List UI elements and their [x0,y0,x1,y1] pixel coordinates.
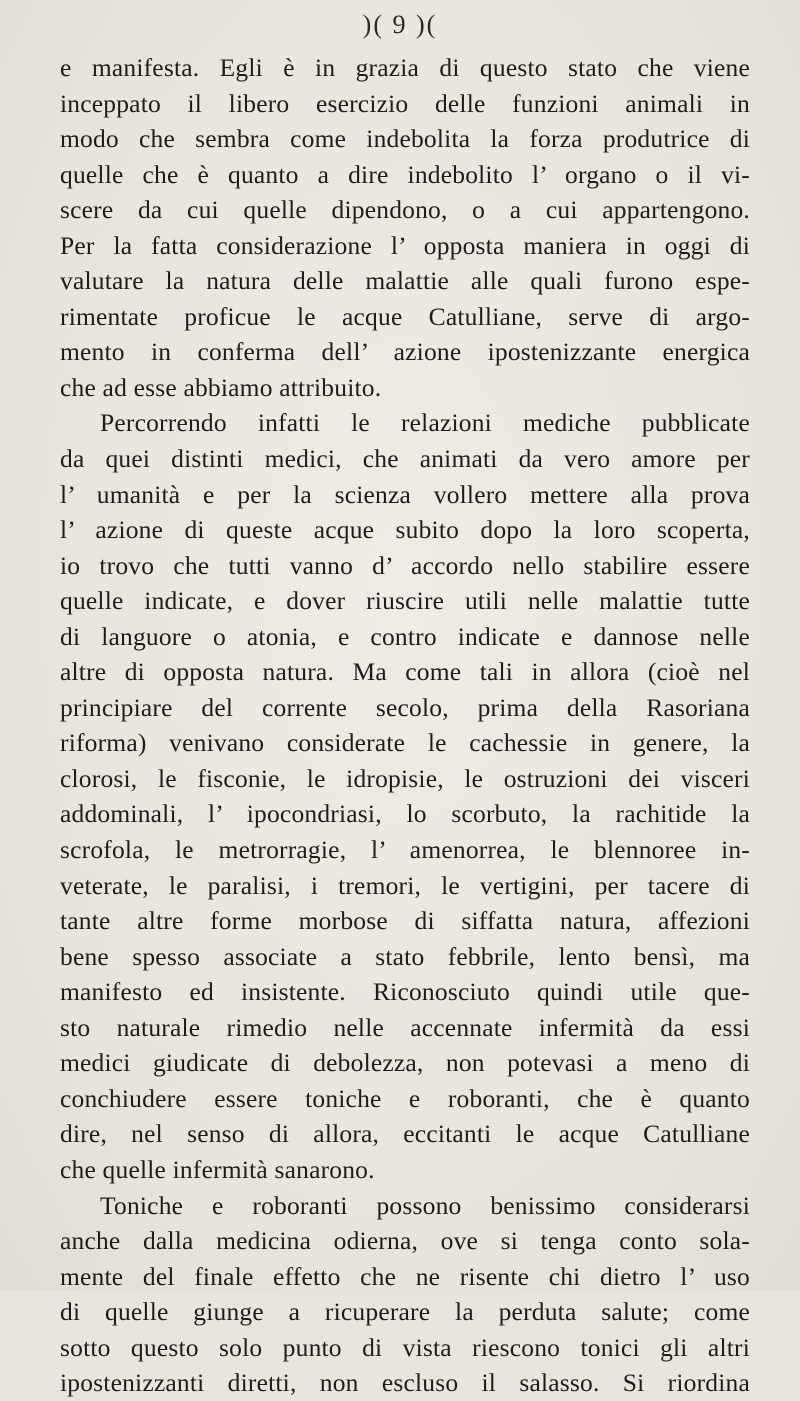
text-line: riforma) venivano considerate le cachessie in genere, la [60,728,750,758]
text-line: di languore o atonia, e contro indicate e dannose nelle [60,621,750,651]
text-line: tante altre forme morbose di siffatta natura, affezioni [60,906,750,936]
text-line: sotto questo solo punto di vista riescono tonici gli altri [60,1332,750,1362]
text-line: l’ umanità e per la scienza vollero mettere alla prova [60,479,750,509]
text-line: conchiudere essere toniche e roboranti, che è quanto [60,1083,750,1113]
text-line: quelle indicate, e dover riuscire utili nelle malattie tutte [60,586,750,616]
text-line: inceppato il libero esercizio delle funzioni animali in [60,88,750,118]
text-line: di quelle giunge a ricuperare la perduta salute; come [60,1297,750,1327]
text-line: e manifesta. Egli è in grazia di questo stato che viene [60,53,750,82]
text-line: quelle che è quanto a dire indebolito l’ organo o il vi- [60,159,750,189]
text-line: manifesto ed insistente. Riconosciuto quindi utile que- [60,977,750,1007]
text-line: io trovo che tutti vanno d’ accordo nello stabilire essere [60,550,750,580]
text-line: mento in conferma dell’ azione ipostenizzante energica [60,337,750,367]
text-line: valutare la natura delle malattie alle quali furono espe- [60,266,750,296]
page-number: )( 9 )( [362,10,438,39]
text-line: veterate, le paralisi, i tremori, le vertigini, per tacere di [60,870,750,900]
text-line: che quelle infermità sanarono. [60,1154,375,1184]
text-line: bene spesso associate a stato febbrile, lento bensì, ma [60,941,750,971]
text-line: rimentate proficue le acque Catulliane, serve di argo- [60,301,750,331]
text-line: medici giudicate di debolezza, non potevasi a meno di [60,1048,750,1078]
text-line: addominali, l’ ipocondriasi, lo scorbuto, la rachitide la [60,799,750,829]
text-line: Toniche e roboranti possono benissimo considerarsi [100,1190,750,1220]
text-line: Per la fatta considerazione l’ opposta maniera in oggi di [60,230,750,260]
text-line: sto naturale rimedio nelle accennate infermità da essi [60,1012,750,1042]
text-line: mente del finale effetto che ne risente chi dietro l’ uso [60,1261,750,1291]
text-line: scrofola, le metrorragie, l’ amenorrea, le blennoree in- [60,835,750,865]
text-line: l’ azione di queste acque subito dopo la loro scoperta, [60,515,750,545]
text-line: scere da cui quelle dipendono, o a cui appartengono. [60,195,750,225]
text-line: principiare del corrente secolo, prima della Rasoriana [60,692,750,722]
text-line: clorosi, le fisconie, le idropisie, le ostruzioni dei visceri [60,763,750,793]
text-line: altre di opposta natura. Ma come tali in allora (cioè nel [60,657,750,687]
text-line: dire, nel senso di allora, eccitanti le acque Catulliane [60,1119,750,1149]
body-text [60,50,750,1401]
text-line: anche dalla medicina odierna, ove si tenga conto sola- [60,1226,750,1256]
text-line: ipostenizzanti diretti, non escluso il salasso. Si riordina [60,1368,750,1398]
text-line: da quei distinti medici, che animati da vero amore per [60,444,750,474]
text-line: Percorrendo infatti le relazioni mediche pubblicate [100,408,750,438]
text-line: modo che sembra come indebolita la forza produtrice di [60,124,750,154]
text-line: che ad esse abbiamo attribuito. [60,372,382,402]
